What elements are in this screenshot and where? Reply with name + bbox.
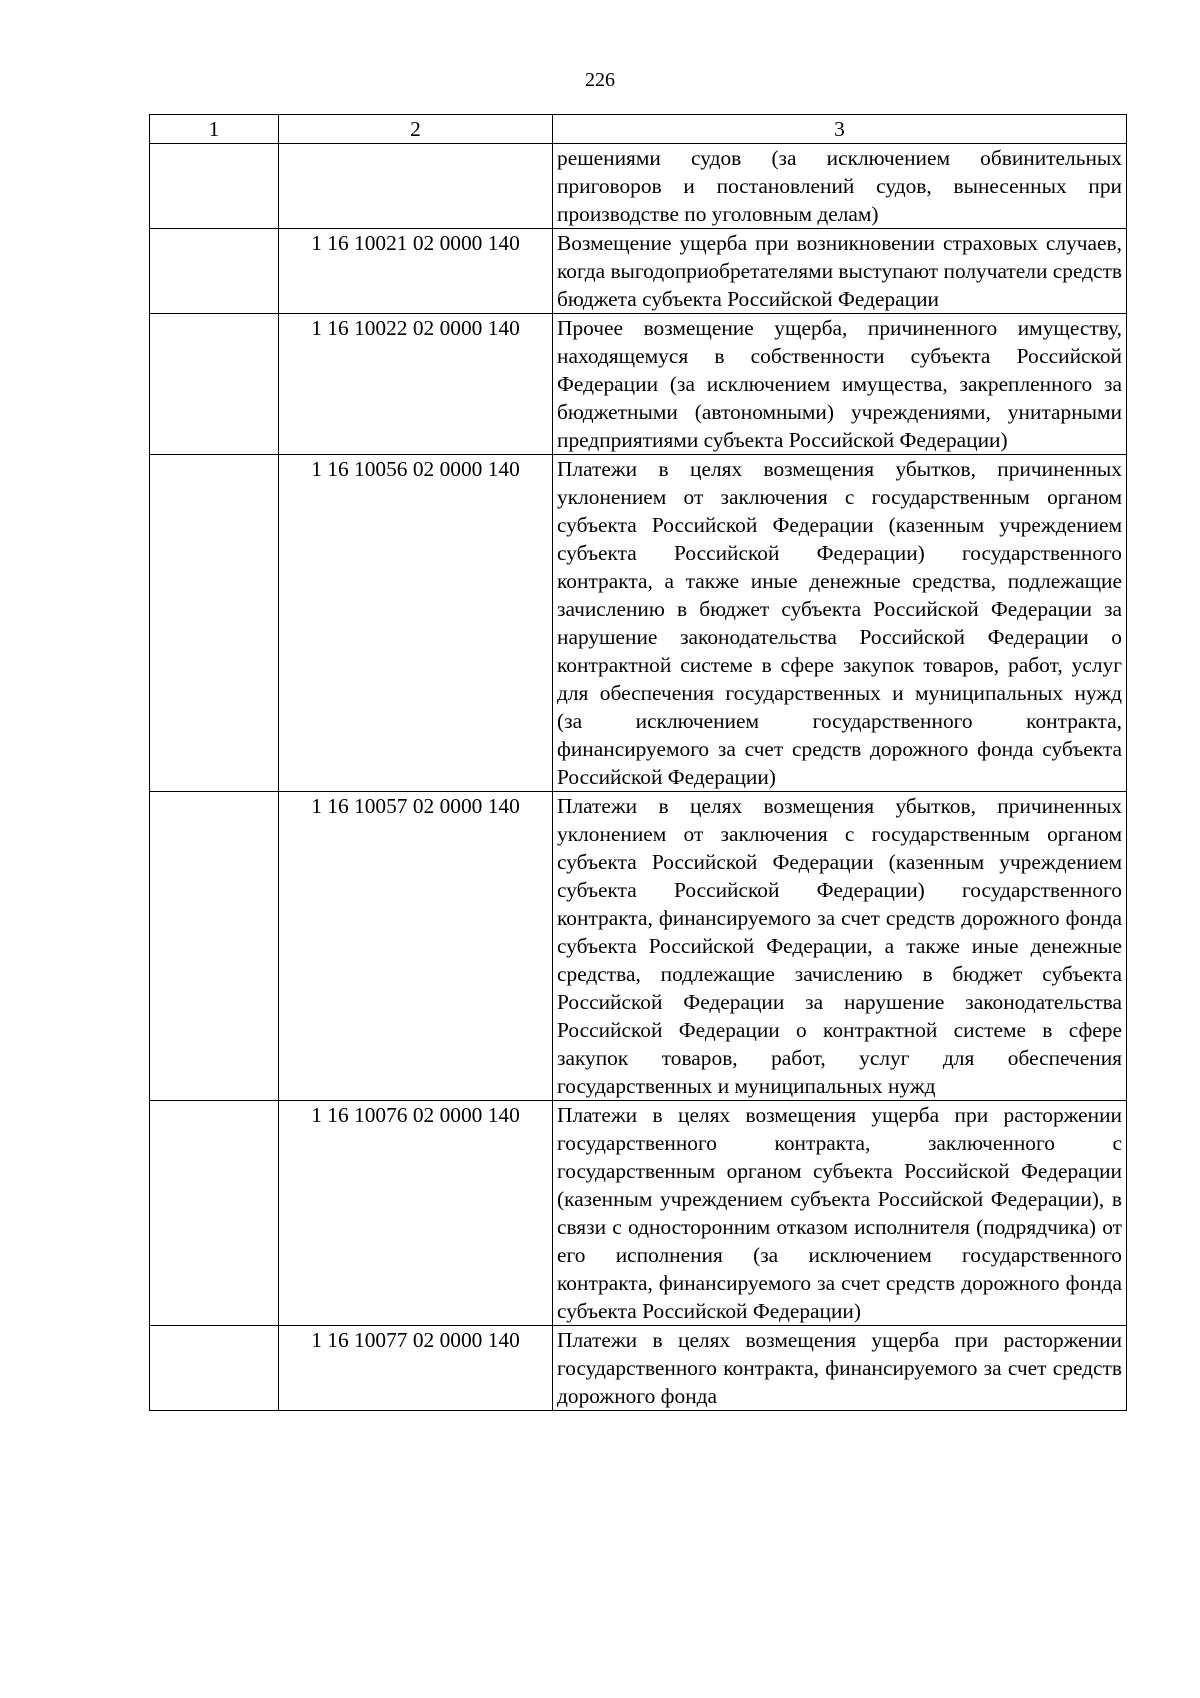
table-row: [150, 1326, 1127, 1411]
row-description: Прочее возмещение ущерба, причиненного имуществу, находящемуся в собственности субъекта Российской Федерации (за исключением имущества, закрепленного за бюджетными (автономными) учреждениями, унитарными предприятиями субъекта Российской Федерации): [553, 314, 1127, 455]
header-col-3: 3: [553, 115, 1127, 144]
row-col-1: [150, 314, 279, 455]
budget-code: 1 16 10021 02 0000 140: [279, 229, 553, 314]
table-row: [150, 314, 1127, 455]
row-col-1: [150, 1326, 279, 1411]
row-col-1: [150, 229, 279, 314]
row-description: Платежи в целях возмещения убытков, причиненных уклонением от заключения с государственным органом субъекта Российской Федерации (казенным учреждением субъекта Российской Федерации) государственного контракта, финансируемого за счет средств дорожного фонда субъекта Российской Федерации, а также иные денежные средства, подлежащие зачислению в бюджет субъекта Российской Федерации за нарушение законодательства Российской Федерации о контрактной системе в сфере закупок товаров, работ, услуг для обеспечения государственных и муниципальных нужд: [553, 792, 1127, 1101]
table-row: [150, 1101, 1127, 1326]
table-row: [150, 792, 1127, 1101]
budget-code: 1 16 10022 02 0000 140: [279, 314, 553, 455]
table-body: [150, 144, 1127, 1411]
header-col-1: 1: [150, 115, 279, 144]
row-description: решениями судов (за исключением обвинительных приговоров и постановлений судов, вынесенных при производстве по уголовным делам): [553, 144, 1127, 229]
row-description: Возмещение ущерба при возникновении страховых случаев, когда выгодоприобретателями выступают получатели средств бюджета субъекта Российской Федерации: [553, 229, 1127, 314]
row-description: Платежи в целях возмещения ущерба при расторжении государственного контракта, финансируемого за счет средств дорожного фонда: [553, 1326, 1127, 1411]
table-header: [150, 115, 1127, 144]
header-row: [150, 115, 1127, 144]
budget-codes-table: [149, 114, 1127, 1411]
row-description: Платежи в целях возмещения убытков, причиненных уклонением от заключения с государственным органом субъекта Российской Федерации (казенным учреждением субъекта Российской Федерации) государственного контракта, а также иные денежные средства, подлежащие зачислению в бюджет субъекта Российской Федерации за нарушение законодательства Российской Федерации о контрактной системе в сфере закупок товаров, работ, услуг для обеспечения государственных и муниципальных нужд (за исключением государственного контракта, финансируемого за счет средств дорожного фонда субъекта Российской Федерации): [553, 455, 1127, 792]
budget-code: 1 16 10056 02 0000 140: [279, 455, 553, 792]
row-col-1: [150, 144, 279, 229]
row-col-1: [150, 1101, 279, 1326]
row-col-1: [150, 455, 279, 792]
budget-code: 1 16 10057 02 0000 140: [279, 792, 553, 1101]
page-number: 226: [585, 69, 615, 91]
budget-code: 1 16 10076 02 0000 140: [279, 1101, 553, 1326]
header-col-2: 2: [279, 115, 553, 144]
table-row: [150, 229, 1127, 314]
table-row: [150, 455, 1127, 792]
table-row: [150, 144, 1127, 229]
budget-code: 1 16 10077 02 0000 140: [279, 1326, 553, 1411]
budget-code: [279, 144, 553, 229]
row-description: Платежи в целях возмещения ущерба при расторжении государственного контракта, заключенного с государственным органом субъекта Российской Федерации (казенным учреждением субъекта Российской Федерации), в связи с односторонним отказом исполнителя (подрядчика) от его исполнения (за исключением государственного контракта, финансируемого за счет средств дорожного фонда субъекта Российской Федерации): [553, 1101, 1127, 1326]
row-col-1: [150, 792, 279, 1101]
